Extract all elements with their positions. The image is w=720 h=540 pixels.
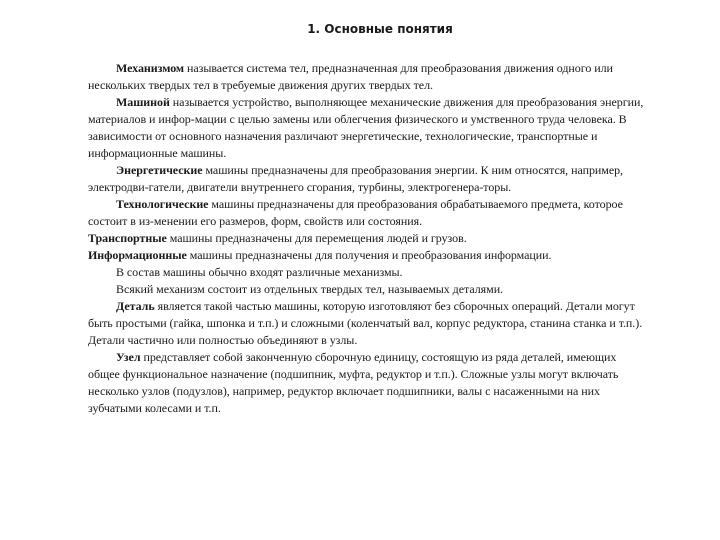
paragraph-text: называется система тел, предназначенная для преобразования движения одного или нескольких твердых тел в требуемые движения других твердых тел.	[88, 61, 613, 92]
paragraph-text: Всякий механизм состоит из отдельных твердых тел, называемых деталями.	[116, 282, 504, 296]
term-detail: Деталь	[116, 299, 155, 313]
paragraph-machine	[88, 94, 648, 162]
paragraph-text: представляет собой законченную сборочную единицу, состоящую из ряда деталей, имеющих общее функциональное назначение (подшипник, муфта, редуктор и т.п.). Сложные узлы могут включать несколько узлов (подузлов), например, редуктор включает подшипники, валы с насаженными на них зубчатыми колесами и т.п.	[88, 350, 619, 415]
paragraph-text: машины предназначены для получения и преобразования информации.	[186, 248, 552, 262]
paragraph-energy-machines	[88, 162, 648, 196]
term-mechanism: Механизмом	[116, 61, 185, 75]
paragraph-mechanism-composition	[88, 281, 648, 298]
paragraph-text: В состав машины обычно входят различные механизмы.	[116, 265, 403, 279]
term-information: Информационные	[88, 248, 187, 262]
document-page	[88, 22, 648, 417]
term-technological: Технологические	[116, 197, 209, 211]
paragraph-mechanism	[88, 60, 648, 94]
paragraph-text: называется устройство, выполняющее механические движения для преобразования энергии, материалов и инфор-мации с целью замены или облегчения физического и умственного труда человека. В зависимости от основного назначения различают энергетические, технологические, транспортные и информационные машины.	[88, 95, 644, 160]
term-machine: Машиной	[116, 95, 170, 109]
page-title: 1. Основные понятия	[307, 22, 453, 36]
paragraph-text: машины предназначены для преобразования энергии. К ним относятся, например, электродви-гатели, двигатели внутреннего сгорания, турбины, электрогенера-торы.	[88, 163, 623, 194]
paragraph-text: является такой частью машины, которую изготовляют без сборочных операций. Детали могут быть простыми (гайка, шпонка и т.п.) и сложными (коленчатый вал, корпус редуктора, станина станка и т.п.). Детали частично или полностью объединяют в узлы.	[88, 299, 643, 347]
term-energy: Энергетические	[116, 163, 203, 177]
paragraph-machine-composition	[88, 264, 648, 281]
paragraph-detail	[88, 298, 648, 349]
term-transport: Транспортные	[88, 231, 167, 245]
paragraph-technological-machines	[88, 196, 648, 230]
paragraph-text: машины предназначены для преобразования обрабатываемого предмета, которое состоит в из-менении его размеров, форм, свойств или состояния.	[88, 197, 623, 228]
paragraph-transport-machines	[88, 230, 648, 247]
paragraph-assembly-unit	[88, 349, 648, 417]
paragraph-information-machines	[88, 247, 648, 264]
term-unit: Узел	[116, 350, 141, 364]
paragraph-text: машины предназначены для перемещения людей и грузов.	[166, 231, 467, 245]
